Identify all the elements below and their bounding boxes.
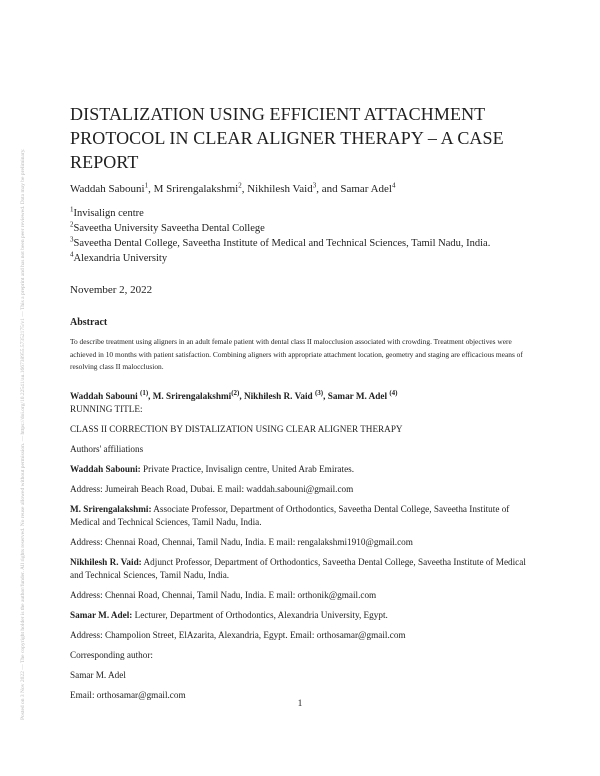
author-address: Address: Chennai Road, Chennai, Tamil Nadu, India. E mail: orthonik@gmail.com bbox=[70, 589, 377, 600]
corresponding-label: Corresponding author: bbox=[70, 649, 153, 660]
author-3-mark: 3 bbox=[312, 181, 317, 190]
preprint-side-note: Posted on 3 Nov 2022 — The copyright holder is the author/funder. All rights reserved. No reuse allowed without permission. — https://doi.org/10.22541/au.166738955.57352175/v1 — This a preprint and has not been peer reviewed. Data may be preliminary. bbox=[20, 148, 26, 720]
abstract-heading: Abstract bbox=[70, 317, 108, 328]
author-address: Address: Champolion Street, ElAzarita, Alexandria, Egypt. Email: orthosamar@gmail.com bbox=[70, 629, 406, 640]
author-4-mark: 4 bbox=[391, 181, 396, 190]
bold-author-2-mark: (2) bbox=[231, 388, 240, 397]
paper-date: November 2, 2022 bbox=[70, 284, 153, 296]
author-2: , M Srirengalakshmi bbox=[148, 183, 239, 195]
author-detail bbox=[70, 609, 528, 622]
affiliation-text: Saveetha University Saveetha Dental College bbox=[73, 223, 265, 234]
bold-author-2: , M. Srirengalakshmi bbox=[148, 390, 232, 401]
abstract-text: To describe treatment using aligners in an adult female patient with dental class II malocclusion associated with crowding. Treatment objectives were achieved in 10 months with patient satisfaction. Combining aligners with appropriate attachment location, geometry and staging are efficacious means of resolving class II malocclusion. bbox=[70, 337, 523, 371]
author-detail-text: Adjunct Professor, Department of Orthodontics, Saveetha Dental College, Saveetha Institute of Medical and Technical Sciences, Tamil Nadu, India. bbox=[70, 556, 526, 580]
paper-body bbox=[70, 390, 528, 702]
author-detail-text: Associate Professor, Department of Orthodontics, Saveetha Dental College, Saveetha Institute of Medical and Technical Sciences, Tamil Nadu, India. bbox=[70, 503, 510, 527]
affiliation-item bbox=[70, 236, 528, 251]
corresponding-email: Email: orthosamar@gmail.com bbox=[70, 689, 186, 700]
affiliation-text: Invisalign centre bbox=[73, 208, 144, 219]
paper-content bbox=[70, 102, 528, 702]
author-4: , and Samar Adel bbox=[316, 183, 392, 195]
affiliations-label: Authors' affiliations bbox=[70, 443, 144, 454]
bold-author-1: Waddah Sabouni bbox=[70, 390, 140, 401]
author-1: Waddah Sabouni bbox=[70, 183, 145, 195]
bold-author-line bbox=[70, 390, 528, 403]
author-address: Address: Chennai Road, Chennai, Tamil Nadu, India. E mail: rengalakshmi1910@gmail.com bbox=[70, 536, 413, 547]
affiliation-mark: 3 bbox=[70, 235, 74, 244]
bold-author-4-mark: (4) bbox=[389, 388, 398, 397]
affiliation-list bbox=[70, 206, 528, 266]
author-detail bbox=[70, 463, 528, 476]
paper-title: DISTALIZATION USING EFFICIENT ATTACHMENT PROTOCOL IN CLEAR ALIGNER THERAPY – A CASE REPORT bbox=[70, 104, 504, 172]
page-number: 1 bbox=[297, 699, 303, 709]
running-title: CLASS II CORRECTION BY DISTALIZATION USING CLEAR ALIGNER THERAPY bbox=[70, 423, 403, 434]
corresponding-name: Samar M. Adel bbox=[70, 669, 126, 680]
bold-author-3: , Nikhilesh R. Vaid bbox=[239, 390, 315, 401]
affiliation-item bbox=[70, 206, 528, 221]
author-detail-name: Waddah Sabouni: bbox=[70, 463, 141, 474]
author-detail-name: M. Srirengalakshmi: bbox=[70, 503, 152, 514]
author-detail-name: Samar M. Adel: bbox=[70, 609, 133, 620]
running-title-label: RUNNING TITLE: bbox=[70, 403, 143, 414]
bold-author-4: , Samar M. Adel bbox=[323, 390, 390, 401]
bold-author-1-mark: (1) bbox=[139, 388, 149, 397]
author-detail-text: Private Practice, Invisalign centre, United Arab Emirates. bbox=[140, 463, 355, 474]
affiliation-mark: 1 bbox=[70, 205, 74, 214]
affiliation-text: Alexandria University bbox=[73, 253, 168, 264]
author-3: , Nikhilesh Vaid bbox=[241, 183, 313, 195]
author-2-mark: 2 bbox=[238, 181, 242, 190]
affiliation-item bbox=[70, 251, 528, 266]
author-detail-name: Nikhilesh R. Vaid: bbox=[70, 556, 142, 567]
author-address: Address: Jumeirah Beach Road, Dubai. E mail: waddah.sabouni@gmail.com bbox=[70, 483, 354, 494]
author-detail bbox=[70, 556, 528, 582]
affiliation-mark: 4 bbox=[70, 250, 74, 259]
affiliation-item bbox=[70, 221, 528, 236]
affiliation-mark: 2 bbox=[70, 220, 74, 229]
author-1-mark: 1 bbox=[144, 181, 149, 190]
affiliation-text: Saveetha Dental College, Saveetha Institute of Medical and Technical Sciences, Tamil Nadu, India. bbox=[73, 238, 491, 249]
bold-author-3-mark: (3) bbox=[314, 388, 324, 397]
author-detail-text: Lecturer, Department of Orthodontics, Alexandria University, Egypt. bbox=[132, 609, 388, 620]
author-detail bbox=[70, 503, 528, 529]
author-line bbox=[70, 182, 528, 196]
